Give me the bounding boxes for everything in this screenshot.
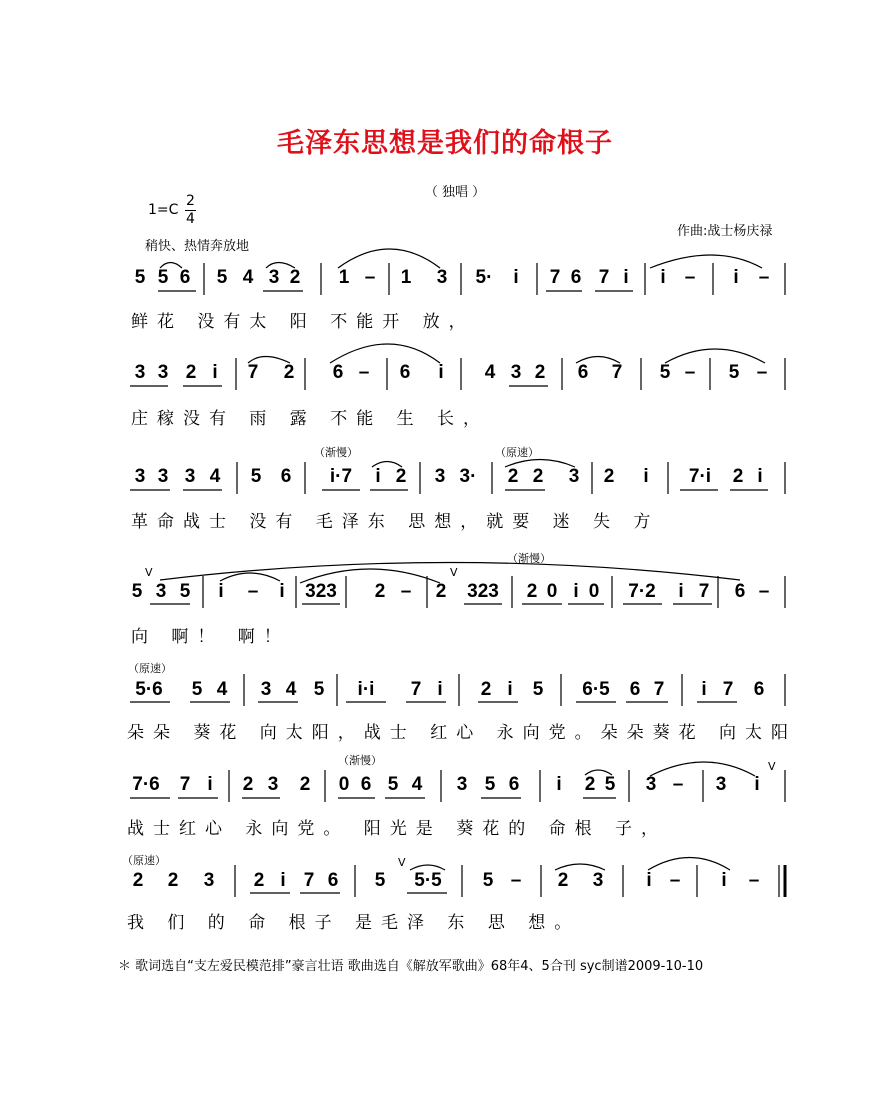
note: 5: [250, 466, 262, 487]
note: 5: [157, 267, 169, 288]
note: 6: [399, 362, 411, 383]
note: 2: [435, 581, 447, 602]
tempo-original-mark: （原速）: [495, 446, 539, 459]
note: 7·i: [688, 466, 712, 487]
note: –: [400, 581, 412, 602]
note: 6: [577, 362, 589, 383]
note: 5: [659, 362, 671, 383]
note: i: [733, 267, 739, 288]
note: 7: [410, 679, 422, 700]
note: i: [513, 267, 519, 288]
note: 5: [484, 774, 496, 795]
note: 7·2: [628, 581, 656, 602]
note: 6·5: [582, 679, 610, 700]
note: 5: [313, 679, 325, 700]
note: 2: [374, 581, 386, 602]
tempo-original-mark: （原速）: [122, 854, 166, 867]
performance-type: （ 独唱 ）: [424, 185, 486, 200]
note: 3: [568, 466, 580, 487]
note: i: [678, 581, 684, 602]
note: 3: [645, 774, 657, 795]
note: 5: [728, 362, 740, 383]
note: –: [358, 362, 370, 383]
note: 2: [299, 774, 311, 795]
note: 2: [480, 679, 492, 700]
note: 5: [216, 267, 228, 288]
note: 0: [588, 581, 600, 602]
note: 4: [484, 362, 496, 383]
note: 3: [434, 466, 446, 487]
note: 2: [732, 466, 744, 487]
note: 3: [456, 774, 468, 795]
note: 3: [510, 362, 522, 383]
time-signature-numerator: 2: [186, 193, 195, 209]
note: i: [721, 870, 727, 891]
time-signature-denominator: 4: [186, 211, 195, 227]
breath-mark: V: [145, 566, 153, 579]
note: –: [758, 581, 770, 602]
note: 7: [247, 362, 259, 383]
note: –: [364, 267, 376, 288]
note: i·7: [329, 466, 353, 487]
note: 3: [134, 362, 146, 383]
note: 4: [411, 774, 423, 795]
note: 6: [280, 466, 292, 487]
note: 3: [592, 870, 604, 891]
tempo-original-mark: （原速）: [128, 662, 172, 675]
note: 3: [155, 581, 167, 602]
tempo-slower-mark: （渐慢）: [314, 446, 358, 459]
note: –: [510, 870, 522, 891]
note: 3: [134, 466, 146, 487]
note: 5·: [475, 267, 493, 288]
note: i: [279, 581, 285, 602]
note: 5: [179, 581, 191, 602]
note: –: [684, 362, 696, 383]
note: 5: [532, 679, 544, 700]
note: 5: [131, 581, 143, 602]
note: 2: [526, 581, 538, 602]
song-title: 毛泽东思想是我们的命根子: [277, 128, 613, 159]
note: i: [507, 679, 513, 700]
note: i: [280, 870, 286, 891]
note: –: [684, 267, 696, 288]
note: 7: [653, 679, 665, 700]
note: 2: [132, 870, 144, 891]
note: 2: [557, 870, 569, 891]
note: 2: [507, 466, 519, 487]
note: 3: [203, 870, 215, 891]
note: 3: [157, 466, 169, 487]
note: 7: [722, 679, 734, 700]
note: 2: [289, 267, 301, 288]
note: i: [701, 679, 707, 700]
note: 5: [387, 774, 399, 795]
note: i: [646, 870, 652, 891]
note: –: [669, 870, 681, 891]
note: 3: [184, 466, 196, 487]
tempo-slower-mark: （渐慢）: [338, 754, 382, 767]
note: 6: [332, 362, 344, 383]
note: 3: [267, 774, 279, 795]
note: 6: [179, 267, 191, 288]
note: 5: [134, 267, 146, 288]
tempo-marking: 稍快、热情奔放地: [145, 239, 250, 254]
note: 6: [508, 774, 520, 795]
note: 7: [698, 581, 710, 602]
note: 6: [629, 679, 641, 700]
note: i: [375, 466, 381, 487]
note: 6: [753, 679, 765, 700]
note: 5·5: [414, 870, 442, 891]
note: 7: [179, 774, 191, 795]
note: 5·6: [135, 679, 163, 700]
note: i: [212, 362, 218, 383]
note: 2: [532, 466, 544, 487]
note: 7: [303, 870, 315, 891]
note: 2: [395, 466, 407, 487]
note: i: [623, 267, 629, 288]
note: 3: [260, 679, 272, 700]
note: i: [437, 679, 443, 700]
note: i: [754, 774, 760, 795]
note: –: [247, 581, 259, 602]
note: 5: [191, 679, 203, 700]
note: 5: [604, 774, 616, 795]
note: 3·: [459, 466, 477, 487]
note: –: [756, 362, 768, 383]
tempo-slower-mark: （渐慢）: [507, 552, 551, 565]
note: 6: [734, 581, 746, 602]
note: 2: [167, 870, 179, 891]
note: 2: [584, 774, 596, 795]
lyric-line-2: 庄稼没有 雨 露 不能 生 长，: [131, 409, 490, 429]
note: 3: [715, 774, 727, 795]
note: 5: [374, 870, 386, 891]
key-signature: 1=C: [148, 202, 179, 218]
note: 0: [338, 774, 350, 795]
note: i: [660, 267, 666, 288]
note: 6: [360, 774, 372, 795]
note: 4: [242, 267, 254, 288]
note: 3: [268, 267, 280, 288]
note: i: [556, 774, 562, 795]
lyric-line-1: 鲜花 没有太 阳 不能开 放，: [131, 312, 475, 332]
note: 7·6: [132, 774, 160, 795]
note: 7: [598, 267, 610, 288]
note: i: [218, 581, 224, 602]
note: 2: [185, 362, 197, 383]
composer-credit: 作曲:战士杨庆禄: [677, 224, 773, 239]
lyric-line-5: 朵朵 葵花 向太阳，战士 红心 永向党。朵朵葵花 向太阳: [127, 723, 798, 743]
note: i: [573, 581, 579, 602]
note: i·i: [357, 679, 375, 700]
note: 3: [436, 267, 448, 288]
note: i: [438, 362, 444, 383]
note: 7: [611, 362, 623, 383]
footnote: ＊ 歌词选自“支左爱民模范排”豪言壮语 歌曲选自《解放军歌曲》68年4、5合刊 syc制谱2009-10-10: [118, 959, 704, 974]
lyric-line-7: 我 们 的 命 根子 是毛泽 东 思 想。: [127, 913, 581, 933]
breath-mark: V: [768, 760, 776, 773]
note: 6: [327, 870, 339, 891]
note: 2: [283, 362, 295, 383]
note: 7: [549, 267, 561, 288]
note: 4: [209, 466, 221, 487]
note: 2: [534, 362, 546, 383]
note: i: [757, 466, 763, 487]
note: –: [672, 774, 684, 795]
note: –: [748, 870, 760, 891]
note: –: [758, 267, 770, 288]
note: i: [643, 466, 649, 487]
lyric-line-6: 战士红心 永向党。 阳光是 葵花的 命根 子，: [127, 819, 668, 839]
breath-mark: V: [450, 566, 458, 579]
note: 1: [338, 267, 350, 288]
breath-mark: V: [398, 856, 406, 869]
note: 2: [603, 466, 615, 487]
note: 323: [467, 581, 499, 602]
note: 4: [216, 679, 228, 700]
note: 3: [157, 362, 169, 383]
lyric-line-3: 革命战士 没有 毛泽东 思想，就要 迷 失 方: [131, 512, 660, 532]
note: 323: [305, 581, 337, 602]
note: 0: [546, 581, 558, 602]
note: 4: [285, 679, 297, 700]
note: 1: [400, 267, 412, 288]
lyric-line-4: 向 啊！ 啊！: [131, 627, 290, 647]
note: 2: [242, 774, 254, 795]
note: 6: [570, 267, 582, 288]
note: 5: [482, 870, 494, 891]
note: i: [207, 774, 213, 795]
note: 2: [253, 870, 265, 891]
